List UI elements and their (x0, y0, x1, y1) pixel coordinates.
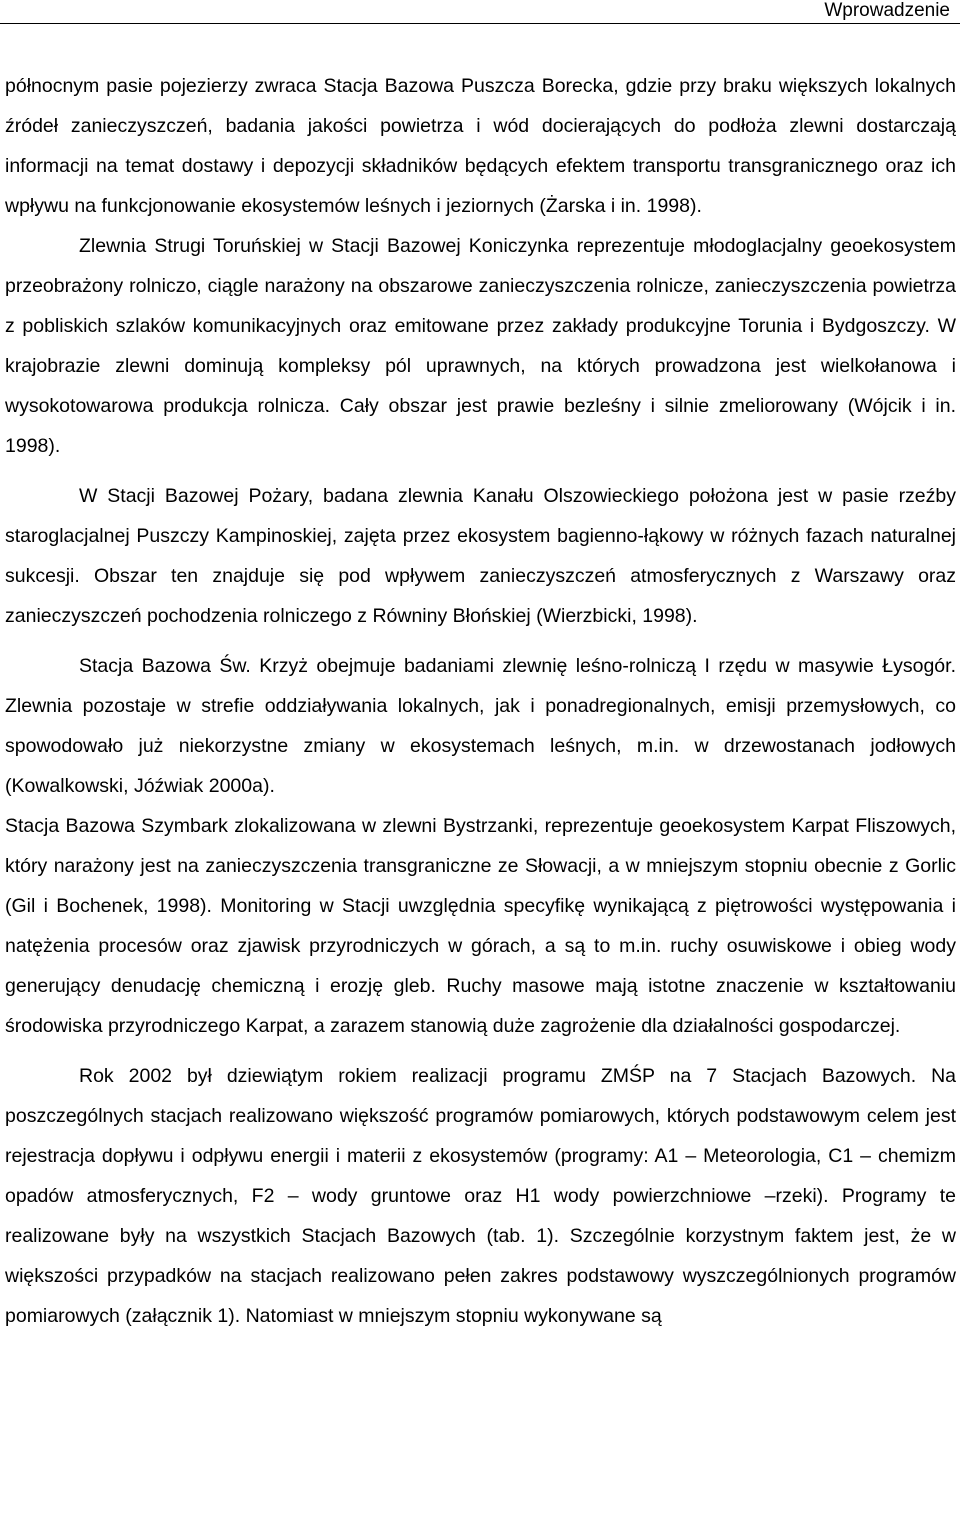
header-divider (0, 23, 960, 24)
paragraph-koniczynka: Zlewnia Strugi Toruńskiej w Stacji Bazowej Koniczynka reprezentuje młodoglacjalny geoekosystem przeobrażony rolniczo, ciągle narażony na obszarowe zanieczyszczenia rolnicze, zanieczyszczenia powietrza z pobliskich szlaków komunikacyjnych oraz emitowane przez zakłady produkcyjne Torunia i Bydgoszczy. W krajobrazie zlewni dominują kompleksy pól uprawnych, na których prowadzona jest wielkołanowa i wysokotowarowa produkcja rolnicza. Cały obszar jest prawie bezleśny i silnie zmeliorowany (Wójcik i in. 1998). (5, 235, 956, 457)
page-header (0, 0, 960, 22)
document-body (5, 66, 956, 1336)
paragraph-szymbark: Stacja Bazowa Szymbark zlokalizowana w zlewni Bystrzanki, reprezentuje geoekosystem Karpat Fliszowych, który narażony jest na zanieczyszczenia transgraniczne ze Słowacji, a w mniejszym stopniu obecnie z Gorlic (Gil i Bochenek, 1998). Monitoring w Stacji uwzględnia specyfikę wynikającą z piętrowości występowania i natężenia procesów oraz zjawisk przyrodniczych w górach, a są to m.in. ruchy osuwiskowe i obieg wody generujący denudację chemiczną i erozję gleb. Ruchy masowe mają istotne znaczenie w kształtowaniu środowiska przyrodniczego Karpat, a zarazem stanowią duże zagrożenie dla działalności gospodarczej. (5, 815, 956, 1037)
page-header-title: Wprowadzenie (824, 0, 950, 21)
paragraph-swiety-krzyz: Stacja Bazowa Św. Krzyż obejmuje badaniami zlewnię leśno-rolniczą I rzędu w masywie Łysogór. Zlewnia pozostaje w strefie oddziaływania lokalnych, jak i ponadregionalnych, emisji przemysłowych, co spowodowało już niekorzystne zmiany w ekosystemach leśnych, m.in. w drzewostanach jodłowych (Kowalkowski, Jóźwiak 2000a). (5, 655, 956, 797)
paragraph-pozary: W Stacji Bazowej Pożary, badana zlewnia Kanału Olszowieckiego położona jest w pasie rzeźby staroglacjalnej Puszczy Kampinoskiej, zajęta przez ekosystem bagienno-łąkowy w różnych fazach naturalnej sukcesji. Obszar ten znajduje się pod wpływem zanieczyszczeń atmosferycznych z Warszawy oraz zanieczyszczeń pochodzenia rolniczego z Równiny Błońskiej (Wierzbicki, 1998). (5, 485, 956, 627)
paragraph-puszcza-borecka: północnym pasie pojezierzy zwraca Stacja Bazowa Puszcza Borecka, gdzie przy braku większych lokalnych źródeł zanieczyszczeń, badania jakości powietrza i wód docierających do podłoża zlewni dostarczają informacji na temat dostawy i depozycji składników będących efektem transportu transgranicznego oraz ich wpływu na funkcjonowanie ekosystemów leśnych i jeziornych (Żarska i in. 1998). (5, 75, 956, 217)
paragraph-rok-2002: Rok 2002 był dziewiątym rokiem realizacji programu ZMŚP na 7 Stacjach Bazowych. Na poszczególnych stacjach realizowano większość programów pomiarowych, których podstawowym celem jest rejestracja dopływu i odpływu energii i materii z ekosystemów (programy: A1 – Meteorologia, C1 – chemizm opadów atmosferycznych, F2 – wody gruntowe oraz H1 wody powierzchniowe –rzeki). Programy te realizowane były na wszystkich Stacjach Bazowych (tab. 1). Szczególnie korzystnym faktem jest, że w większości przypadków na stacjach realizowano pełen zakres podstawowy wyszczególnionych programów pomiarowych (załącznik 1). Natomiast w mniejszym stopniu wykonywane są (5, 1065, 956, 1327)
